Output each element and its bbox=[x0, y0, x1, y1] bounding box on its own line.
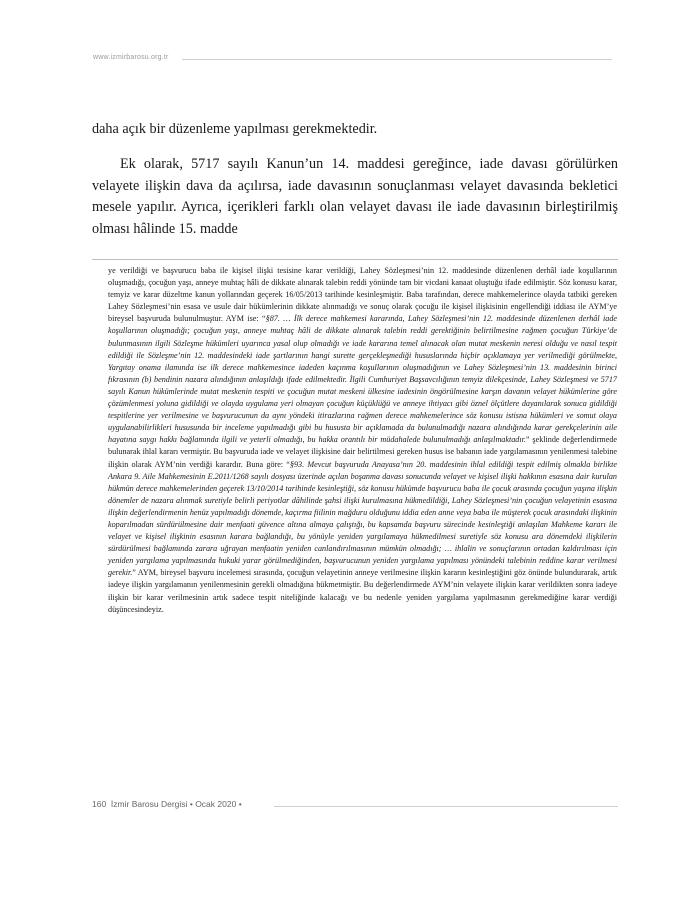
footnote-text: ” AYM, bireysel başvuru incelemesi sırasında, çocuğun velayetinin anneye verilmesine ilişkin kararın kesinleştiğini göz önünde bulundurarak, artık iadeye ilişkin yargılamanın yenilenmesinin gerekli olmadığına hükmetmiştir. Bu değerlendirmede AYM’nin velayete ilişkin karar verildikten sonra iadeye ilişkin bir karar verilmesinin artık sadece tespit niteliğinde kalacağı ve bu nedenle yeniden yargılama yapılmasının gerekmediğine karar verdiği düşüncesindeyiz. bbox=[108, 568, 617, 614]
footer-separator: • bbox=[189, 799, 193, 809]
journal-name: İzmir Barosu Dergisi bbox=[110, 799, 188, 809]
page-number: 160 bbox=[92, 799, 107, 809]
footnote-quote: §93. Mevcut başvuruda Anayasa’nın 20. maddesinin ihlal edildiği tespit edilmiş olmakla birlikte Ankara 9. Aile Mahkemesinin E.2011/1268 sayılı dosyası üzerinde açılan boşanma davası sonucunda velayet ve kişisel ilişki hakkının esasına dair kurulan hükmün derece mahkemelerinden geçerek 13/10/2014 tarihinde kesinleştiği, söz konusu hükümde başvurucu baba ile çocuk arasında çocuğun yaşına ilişkin dönemler de nazara alınmak suretiyle belirli periyotlar dâhilinde şahsi ilişki kurulmasına hükmedildiği, Lahey Sözleşmesi’nin çocuğun velayetinin esasına ilişkin değerlendirmenin henüz yapılmadığı dönemde, kaçırma fiilinin mağduru olduğunu iddia eden anne veya baba ile müşterek çocuk arasındaki ilişkinin koparılmadan sürdürülmesine dair menfaati güvence altına almaya çalıştığı, bu kapsamda başvuru sürecinde kesinleştiği anlaşılan Mahkeme kararı ile velayet ve kişisel ilişkinin esasının karara bağlandığı, bu yönüyle yeniden yargılamaya hükmedilmesi suretiyle söz konusu ara dönemdeki ilişkilerin sürdürülmesi bağlamında zarara uğrayan menfaatin yeniden canlandırılmasının mümkün olmadığı; … ihlalin ve sonuçlarının ortadan kaldırılması için yeniden yargılama yapılmasında hukuki yarar görülmediğinden, başvurucunun yeniden yargılama yapılması yönündeki talebinin reddine karar verilmesi gerekir. bbox=[108, 459, 617, 578]
header-divider bbox=[182, 59, 612, 60]
body-paragraph-continuation: daha açık bir düzenleme yapılması gerekmektedir. bbox=[92, 121, 378, 137]
footnote-text: ye verildiği ve başvurucu baba ile kişisel ilişki tesisine karar verildiği, Lahey Sözleşmesi’nin 12. maddesinde düzenlenen derhâl iade koşullarının oluşmadığı, çocuğun yaşı, anneye muhtaç hâli de dikkate alınarak talebin reddi yönünde tam bir vicdani kanaat oluştuğu ifade edilmiştir. Söz konusu karar, temyiz ve karar düzeltme kanun yollarından geçerek 16/05/2013 tarihinde kesinleşmiştir. Baba tarafından, derece mahkemelerince olayda tatbiki gereken Lahey Sözleşmesi’nin esasa ve usule dair hükümlerinin dikkate alınmadığı ve sonuç olarak çocuğu ile kişisel ilişkisinin engellendiği iddiası ile AYM’ye bireysel başvuruda bulunulmuştur. AYM ise: “ bbox=[108, 266, 617, 324]
body-paragraph: Ek olarak, 5717 sayılı Kanun’un 14. maddesi gereğince, iade davası görülürken velayete ilişkin dava da açılırsa, iade davasının sonuçlanması velayet davasında bekletici mesele yapılır. Ayrıca, içerikleri farklı olan velayet davası ile iade davasının birleştirilmiş olması hâlinde 15. madde bbox=[92, 156, 618, 238]
footer-end-mark: • bbox=[238, 799, 242, 809]
page-footer bbox=[92, 799, 242, 809]
footer-divider bbox=[274, 806, 618, 807]
footnote-text: ” şeklinde değerlendirmede bulunarak ihlal kararı vermiştir. Bu başvuruda iade ve velayet ilişkisine dair belirtilmesi gereken husus ise babanın iade yargılamasının yenilenmesi talebine ilişkin olarak AYM’nin verdiği karardır. Buna göre: “ bbox=[108, 435, 617, 469]
footnote-quote: §87. … İlk derece mahkemesi kararında, Lahey Sözleşmesi’nin 12. maddesinde düzenlenen derhâl iade koşullarının oluşmadığı; çocuğun yaşı, anneye muhtaç hâli de dikkate alınarak talebin reddi gerektiğinin belirtilmesine rağmen çocuğun Türkiye’de bulunmasının ilgili Sözleşme hükümleri uyarınca yasal olup olmadığı ve iade kararına temel alınacak olan mutat meskenin neresi olduğu ve nasıl tespit edildiği ile Sözleşme’nin 12. maddesindeki iade şartlarının hangi surette gerçekleşmediği hususlarında hiçbir açıklamaya yer verilmediği görülmekte, Yargıtay onama ilamında ise ilk derece mahkemesince iadeden kaçınma koşullarının oluşmadığının ve Lahey Sözleşmesi’nin 13. maddesinin birinci fıkrasının (b) bendinin nazara alındığının anlaşıldığı ifade edilmektedir. İlgili Cumhuriyet Başsavcılığının temyiz dilekçesinde, Lahey Sözleşmesi ve 5717 sayılı Kanun hükümlerinde mutat meskenin tespiti ve çocuğun mutat meskeni ülkesine iadesinin öngörülmesine karşın davanın velayet hükümlerine göre çözümlenmesi yoluna gidildiği ve olayda uygulama yeri olmayan çocuğun küçüklüğü ve anneye ihtiyacı gibi öznel ölçütlere dayanılarak sonuca gidildiği tespitlerine yer verilmesine ve başvurucunun da aynı yöndeki itirazlarına rağmen derece mahkemelerince söz konusu istisna hükümleri ve somut olaya uygulanabilirlikleri hususunda bir inceleme yapılmadığı gibi bu hususta bir açıklamada da bulunulmadığı nazara alındığında karar gerekçelerinin aile hayatına saygı hakkı bağlamında ilgili ve yeterli olmadığı, bu hakka orantılı bir müdahalede bulunulmadığı anlaşılmaktadır. bbox=[108, 314, 617, 445]
header-url: www.izmirbarosu.org.tr bbox=[93, 54, 169, 61]
issue-date: Ocak 2020 bbox=[195, 799, 237, 809]
footnote bbox=[108, 265, 617, 616]
footnote-divider bbox=[92, 259, 618, 260]
